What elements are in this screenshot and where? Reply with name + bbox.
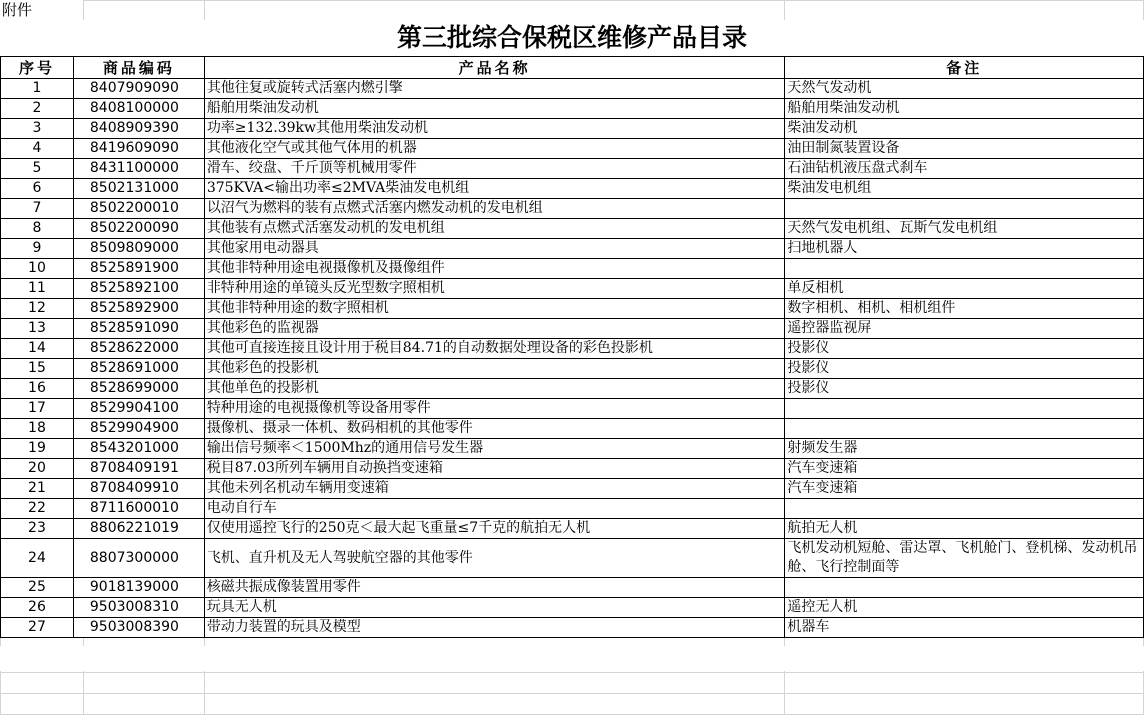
cell-seq[interactable]: 11 <box>1 279 74 299</box>
appendix-label: 附件 <box>0 0 83 20</box>
cell-note[interactable] <box>785 499 1144 519</box>
cell-code[interactable]: 8525892900 <box>73 299 204 319</box>
cell-seq[interactable]: 2 <box>1 99 74 119</box>
cell-name[interactable]: 飞机、直升机及无人驾驶航空器的其他零件 <box>204 539 785 578</box>
table-row <box>1 139 1144 159</box>
cell-seq[interactable]: 1 <box>1 79 74 99</box>
cell-name[interactable]: 摄像机、摄录一体机、数码相机的其他零件 <box>204 419 785 439</box>
cell-seq[interactable]: 13 <box>1 319 74 339</box>
cell-code[interactable]: 8419609090 <box>73 139 204 159</box>
cell-note[interactable]: 遥控器监视屏 <box>785 319 1144 339</box>
header-name[interactable]: 产品名称 <box>204 57 785 79</box>
grid-cell[interactable] <box>83 1 204 22</box>
cell-seq[interactable]: 14 <box>1 339 74 359</box>
cell-note[interactable]: 汽车变速箱 <box>785 459 1144 479</box>
cell-seq[interactable]: 24 <box>1 539 74 578</box>
cell-seq[interactable]: 9 <box>1 239 74 259</box>
table-row <box>1 319 1144 339</box>
cell-name[interactable]: 功率≥132.39kw其他用柴油发动机 <box>204 119 785 139</box>
cell-name[interactable]: 375KVA<输出功率≤2MVA柴油发电机组 <box>204 179 785 199</box>
cell-note[interactable]: 投影仪 <box>785 379 1144 399</box>
cell-note[interactable]: 汽车变速箱 <box>785 479 1144 499</box>
cell-seq[interactable]: 3 <box>1 119 74 139</box>
cell-seq[interactable]: 4 <box>1 139 74 159</box>
table-row <box>1 99 1144 119</box>
cell-seq[interactable]: 6 <box>1 179 74 199</box>
grid-cell[interactable] <box>204 694 784 715</box>
table-row <box>1 519 1144 539</box>
cell-note[interactable]: 数字相机、相机、相机组件 <box>785 299 1144 319</box>
table-row <box>1 419 1144 439</box>
cell-code[interactable]: 8708409191 <box>73 459 204 479</box>
cell-note[interactable] <box>785 199 1144 219</box>
table-row <box>1 359 1144 379</box>
cell-seq[interactable]: 8 <box>1 219 74 239</box>
cell-name[interactable]: 其他非特种用途电视摄像机及摄像组件 <box>204 259 785 279</box>
cell-seq[interactable]: 22 <box>1 499 74 519</box>
sheet-tail <box>0 646 1144 671</box>
cell-note[interactable]: 天然气发动机 <box>785 79 1144 99</box>
table-row <box>1 399 1144 419</box>
cell-seq[interactable]: 21 <box>1 479 74 499</box>
cell-code[interactable]: 8708409910 <box>73 479 204 499</box>
cell-seq[interactable]: 25 <box>1 578 74 598</box>
table-row <box>1 618 1144 638</box>
cell-name[interactable]: 滑车、绞盘、千斤顶等机械用零件 <box>204 159 785 179</box>
cell-name[interactable]: 其他未列名机动车辆用变速箱 <box>204 479 785 499</box>
cell-code[interactable]: 8528699000 <box>73 379 204 399</box>
table-row <box>1 379 1144 399</box>
cell-seq[interactable]: 27 <box>1 618 74 638</box>
table-row <box>1 439 1144 459</box>
cell-code[interactable]: 9503008310 <box>73 598 204 618</box>
cell-code[interactable]: 8528622000 <box>73 339 204 359</box>
cell-code[interactable]: 8502200010 <box>73 199 204 219</box>
cell-code[interactable]: 8528591090 <box>73 319 204 339</box>
table-row <box>1 578 1144 598</box>
cell-note[interactable]: 飞机发动机短舱、雷达罩、飞机舱门、登机梯、发动机吊舱、飞行控制面等 <box>785 539 1144 578</box>
cell-name[interactable]: 输出信号频率＜1500Mhz的通用信号发生器 <box>204 439 785 459</box>
cell-code[interactable]: 8528691000 <box>73 359 204 379</box>
cell-note[interactable]: 单反相机 <box>785 279 1144 299</box>
cell-code[interactable]: 8502200090 <box>73 219 204 239</box>
cell-note[interactable] <box>785 419 1144 439</box>
header-row <box>1 57 1144 79</box>
cell-name[interactable]: 船舶用柴油发动机 <box>204 99 785 119</box>
cell-note[interactable]: 投影仪 <box>785 359 1144 379</box>
cell-seq[interactable]: 19 <box>1 439 74 459</box>
cell-code[interactable]: 8509809000 <box>73 239 204 259</box>
cell-seq[interactable]: 23 <box>1 519 74 539</box>
page-title: 第三批综合保税区维修产品目录 <box>0 20 1144 56</box>
cell-code[interactable]: 8543201000 <box>73 439 204 459</box>
cell-name[interactable]: 其他非特种用途的数字照相机 <box>204 299 785 319</box>
cell-note[interactable]: 船舶用柴油发动机 <box>785 99 1144 119</box>
cell-name[interactable]: 其他装有点燃式活塞发动机的发电机组 <box>204 219 785 239</box>
cell-name[interactable]: 其他可直接连接且设计用于税目84.71的自动数据处理设备的彩色投影机 <box>204 339 785 359</box>
grid-cell[interactable] <box>785 694 1144 715</box>
cell-note[interactable]: 航拍无人机 <box>785 519 1144 539</box>
cell-note[interactable]: 柴油发动机 <box>785 119 1144 139</box>
table-row <box>1 239 1144 259</box>
table-row <box>1 299 1144 319</box>
cell-note[interactable]: 柴油发电机组 <box>785 179 1144 199</box>
cell-name[interactable]: 仅使用遥控飞行的250克＜最大起飞重量≤7千克的航拍无人机 <box>204 519 785 539</box>
cell-note[interactable]: 机器车 <box>785 618 1144 638</box>
header-note[interactable]: 备注 <box>785 57 1144 79</box>
cell-seq[interactable]: 16 <box>1 379 74 399</box>
product-table <box>0 56 1144 638</box>
cell-note[interactable]: 投影仪 <box>785 339 1144 359</box>
grid-cell[interactable] <box>204 673 784 694</box>
cell-code[interactable]: 8807300000 <box>73 539 204 578</box>
cell-seq[interactable]: 26 <box>1 598 74 618</box>
cell-name[interactable]: 玩具无人机 <box>204 598 785 618</box>
cell-name[interactable]: 电动自行车 <box>204 499 785 519</box>
table-row <box>1 598 1144 618</box>
table-row <box>1 159 1144 179</box>
grid-cell[interactable] <box>785 1 1144 22</box>
cell-seq[interactable]: 12 <box>1 299 74 319</box>
cell-note[interactable] <box>785 259 1144 279</box>
grid-cell[interactable] <box>1 673 84 694</box>
table-row <box>1 179 1144 199</box>
cell-note[interactable]: 射频发生器 <box>785 439 1144 459</box>
table-row <box>1 479 1144 499</box>
cell-code[interactable]: 8431100000 <box>73 159 204 179</box>
cell-name[interactable]: 特种用途的电视摄像机等设备用零件 <box>204 399 785 419</box>
cell-note[interactable]: 天然气发电机组、瓦斯气发电机组 <box>785 219 1144 239</box>
cell-note[interactable]: 遥控无人机 <box>785 598 1144 618</box>
cell-note[interactable] <box>785 399 1144 419</box>
cell-code[interactable]: 8408100000 <box>73 99 204 119</box>
cell-name[interactable]: 核磁共振成像装置用零件 <box>204 578 785 598</box>
grid-cell[interactable] <box>83 694 204 715</box>
table-row <box>1 79 1144 99</box>
cell-name[interactable]: 其他往复或旋转式活塞内燃引擎 <box>204 79 785 99</box>
table-row <box>1 119 1144 139</box>
header-code[interactable]: 商品编码 <box>73 57 204 79</box>
cell-code[interactable]: 8529904100 <box>73 399 204 419</box>
cell-code[interactable]: 8806221019 <box>73 519 204 539</box>
grid-cell[interactable] <box>785 673 1144 694</box>
cell-name[interactable]: 税目87.03所列车辆用自动换挡变速箱 <box>204 459 785 479</box>
table-row <box>1 259 1144 279</box>
grid-cell[interactable] <box>204 1 784 22</box>
table-row <box>1 459 1144 479</box>
cell-seq[interactable]: 20 <box>1 459 74 479</box>
table-row <box>1 539 1144 578</box>
cell-seq[interactable]: 17 <box>1 399 74 419</box>
cell-name[interactable]: 非特种用途的单镜头反光型数字照相机 <box>204 279 785 299</box>
cell-code[interactable]: 8711600010 <box>73 499 204 519</box>
table-row <box>1 219 1144 239</box>
cell-seq[interactable]: 10 <box>1 259 74 279</box>
cell-seq[interactable]: 18 <box>1 419 74 439</box>
cell-name[interactable]: 其他液化空气或其他气体用的机器 <box>204 139 785 159</box>
cell-seq[interactable]: 5 <box>1 159 74 179</box>
cell-code[interactable]: 9503008390 <box>73 618 204 638</box>
cell-note[interactable] <box>785 578 1144 598</box>
grid-cell[interactable] <box>83 673 204 694</box>
cell-name[interactable]: 其他彩色的投影机 <box>204 359 785 379</box>
grid-cell[interactable] <box>1 694 84 715</box>
table-row <box>1 499 1144 519</box>
cell-note[interactable]: 扫地机器人 <box>785 239 1144 259</box>
cell-code[interactable]: 8407909090 <box>73 79 204 99</box>
table-row <box>1 339 1144 359</box>
cell-note[interactable]: 油田制氮装置设备 <box>785 139 1144 159</box>
cell-code[interactable]: 8502131000 <box>73 179 204 199</box>
table-row <box>1 199 1144 219</box>
cell-code[interactable]: 9018139000 <box>73 578 204 598</box>
cell-note[interactable]: 石油钻机液压盘式刹车 <box>785 159 1144 179</box>
cell-name[interactable]: 其他彩色的监视器 <box>204 319 785 339</box>
table-row <box>1 279 1144 299</box>
cell-seq[interactable]: 7 <box>1 199 74 219</box>
cell-name[interactable]: 其他家用电动器具 <box>204 239 785 259</box>
cell-code[interactable]: 8529904900 <box>73 419 204 439</box>
cell-code[interactable]: 8525892100 <box>73 279 204 299</box>
cell-name[interactable]: 带动力装置的玩具及模型 <box>204 618 785 638</box>
cell-name[interactable]: 以沼气为燃料的装有点燃式活塞内燃发动机的发电机组 <box>204 199 785 219</box>
cell-code[interactable]: 8408909390 <box>73 119 204 139</box>
cell-name[interactable]: 其他单色的投影机 <box>204 379 785 399</box>
cell-code[interactable]: 8525891900 <box>73 259 204 279</box>
header-seq[interactable]: 序号 <box>1 57 74 79</box>
cell-seq[interactable]: 15 <box>1 359 74 379</box>
